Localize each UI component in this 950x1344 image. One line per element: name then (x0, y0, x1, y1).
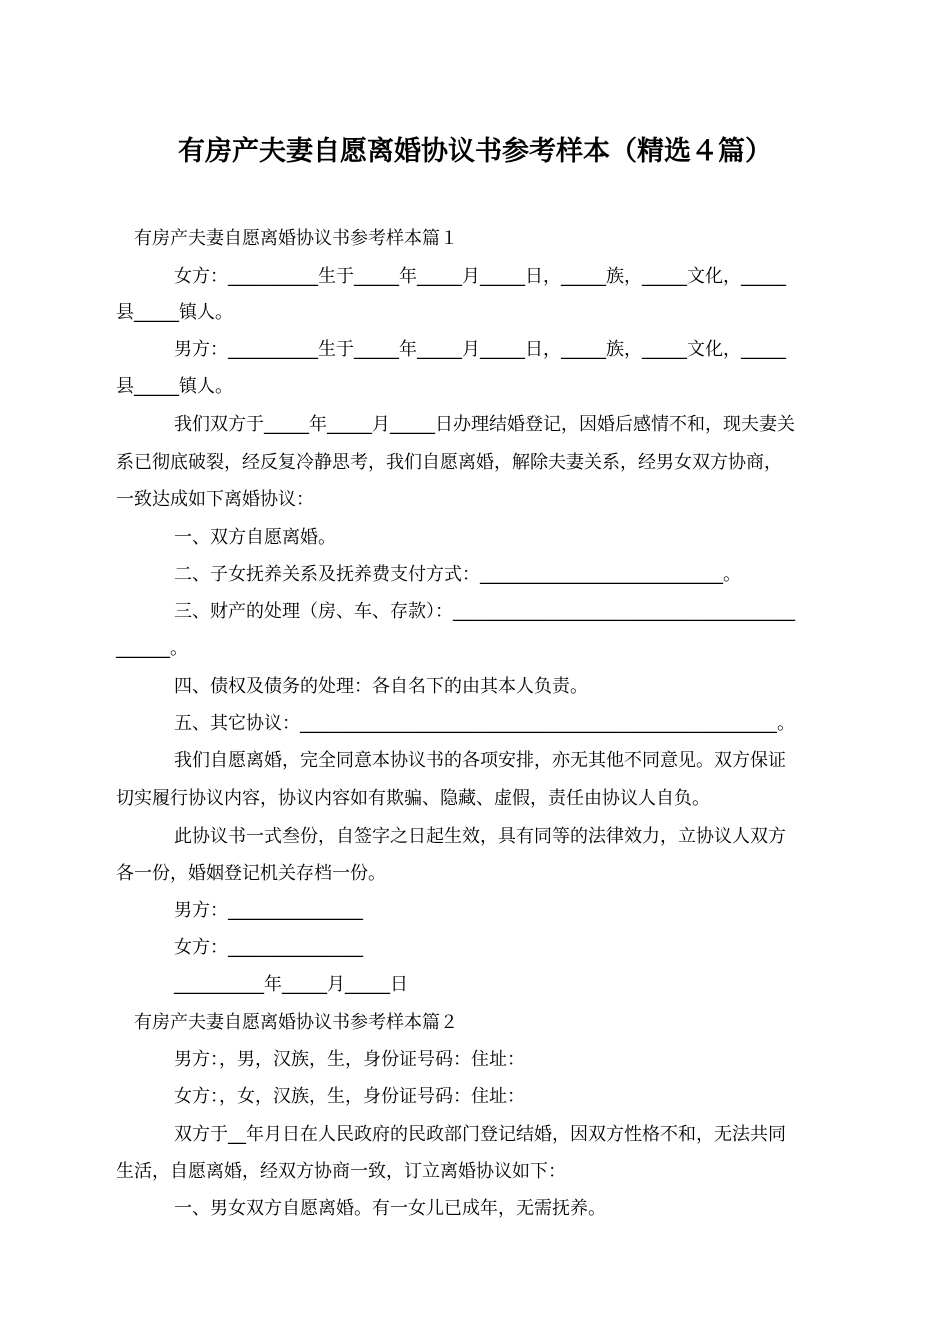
paragraph-line: 县_____镇人。 (116, 302, 233, 323)
document-title: 有房产夫妻自愿离婚协议书参考样本（精选４篇） (178, 136, 772, 167)
paragraph-line: 生活，自愿离婚，经双方协商一致，订立离婚协议如下： (116, 1161, 566, 1182)
section-2-heading: 有房产夫妻自愿离婚协议书参考样本篇２ (134, 1012, 458, 1033)
paragraph-line: 三、财产的处理（房、车、存款）：______________________________________ (174, 601, 795, 622)
paragraph-line: 此协议书一式叁份，自签字之日起生效，具有同等的法律效力，立协议人双方 (174, 826, 786, 847)
paragraph-line: 五、其它协议：_____________________________________________________。 (174, 713, 795, 734)
paragraph-line: 二、子女抚养关系及抚养费支付方式：___________________________。 (174, 564, 741, 585)
paragraph-line: 女方：，女，汉族，生，身份证号码：住址： (174, 1086, 525, 1107)
signature-date-line: __________年_____月_____日 (174, 974, 408, 995)
paragraph-line: 县_____镇人。 (116, 376, 233, 397)
paragraph-line: 我们双方于_____年_____月_____日办理结婚登记，因婚后感情不和，现夫妻关 (174, 414, 795, 435)
paragraph-line: 四、债权及债务的处理：各自名下的由其本人负责。 (174, 676, 588, 697)
paragraph-line: 系已彻底破裂，经反复冷静思考，我们自愿离婚，解除夫妻关系，经男女双方协商， (116, 452, 782, 473)
paragraph-line: 一、双方自愿离婚。 (174, 527, 336, 548)
paragraph-line: 各一份，婚姻登记机关存档一份。 (116, 863, 386, 884)
paragraph-line: 男方：__________生于_____年_____月_____日，_____族，_____文化，_____ (174, 339, 786, 360)
paragraph-line: 一致达成如下离婚协议： (116, 489, 314, 510)
paragraph-line: 切实履行协议内容，协议内容如有欺骗、隐藏、虚假，责任由协议人自负。 (116, 788, 710, 809)
paragraph-line: 女方：__________生于_____年_____月_____日，_____族，_____文化，_____ (174, 266, 786, 287)
paragraph-line: 我们自愿离婚，完全同意本协议书的各项安排，亦无其他不同意见。双方保证 (174, 750, 786, 771)
paragraph-line: 男方：，男，汉族，生，身份证号码：住址： (174, 1049, 525, 1070)
signature-line-female: 女方：_______________ (174, 937, 363, 958)
paragraph-line: ______。 (116, 638, 188, 659)
paragraph-line: 双方于__年月日在人民政府的民政部门登记结婚，因双方性格不和，无法共同 (174, 1124, 786, 1145)
signature-line-male: 男方：_______________ (174, 900, 363, 921)
paragraph-line: 一、男女双方自愿离婚。有一女儿已成年，无需抚养。 (174, 1198, 606, 1219)
section-1-heading: 有房产夫妻自愿离婚协议书参考样本篇１ (134, 228, 458, 249)
